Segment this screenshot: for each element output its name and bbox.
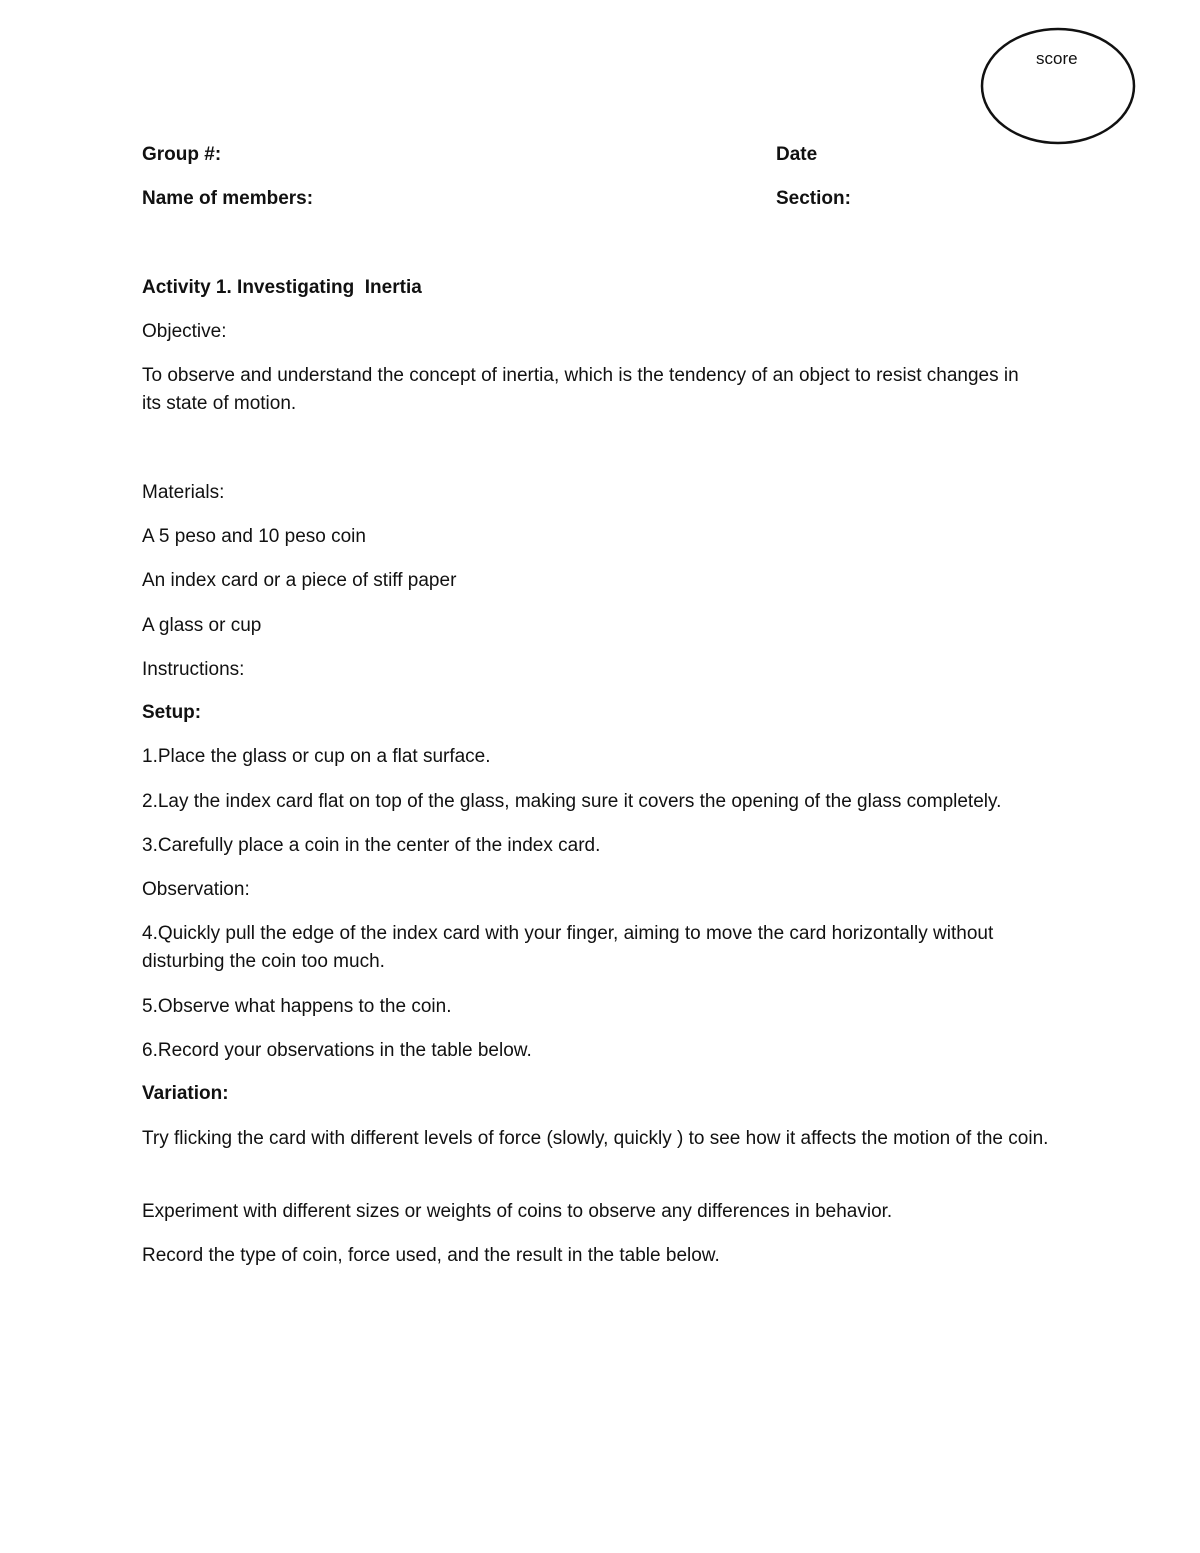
setup-heading: Setup: xyxy=(142,702,202,723)
setup-step: 1.Place the glass or cup on a flat surface. xyxy=(142,746,491,767)
setup-step: 3.Carefully place a coin in the center of the index card. xyxy=(142,835,601,856)
group-number-label: Group #: xyxy=(142,144,222,165)
variation-item: Record the type of coin, force used, and the result in the table below. xyxy=(142,1245,720,1266)
score-circle xyxy=(980,26,1136,146)
score-label: score xyxy=(1036,49,1078,68)
date-label: Date xyxy=(776,144,818,165)
materials-heading: Materials: xyxy=(142,482,225,503)
objective-text: To observe and understand the concept of inertia, which is the tendency of an object to resist changes in its state of motion. xyxy=(142,365,1019,414)
material-item: An index card or a piece of stiff paper xyxy=(142,570,457,591)
activity-title: Activity 1. Investigating Inertia xyxy=(142,277,422,298)
setup-step: 2.Lay the index card flat on top of the glass, making sure it covers the opening of the glass completely. xyxy=(142,791,1002,812)
members-label: Name of members: xyxy=(142,188,314,209)
variation-item: Try flicking the card with different levels of force (slowly, quickly ) to see how it affects the motion of the coin. xyxy=(142,1128,1049,1149)
section-label: Section: xyxy=(776,188,851,209)
instructions-heading: Instructions: xyxy=(142,659,245,680)
variation-heading: Variation: xyxy=(142,1083,229,1104)
observation-heading: Observation: xyxy=(142,879,250,900)
variation-item: Experiment with different sizes or weights of coins to observe any differences in behavior. xyxy=(142,1201,893,1222)
material-item: A 5 peso and 10 peso coin xyxy=(142,526,366,547)
material-item: A glass or cup xyxy=(142,615,262,636)
observation-step: 4.Quickly pull the edge of the index card with your finger, aiming to move the card horizontally without disturbing the coin too much. xyxy=(142,923,994,972)
observation-step: 5.Observe what happens to the coin. xyxy=(142,996,452,1017)
objective-heading: Objective: xyxy=(142,321,227,342)
observation-step: 6.Record your observations in the table below. xyxy=(142,1040,532,1061)
